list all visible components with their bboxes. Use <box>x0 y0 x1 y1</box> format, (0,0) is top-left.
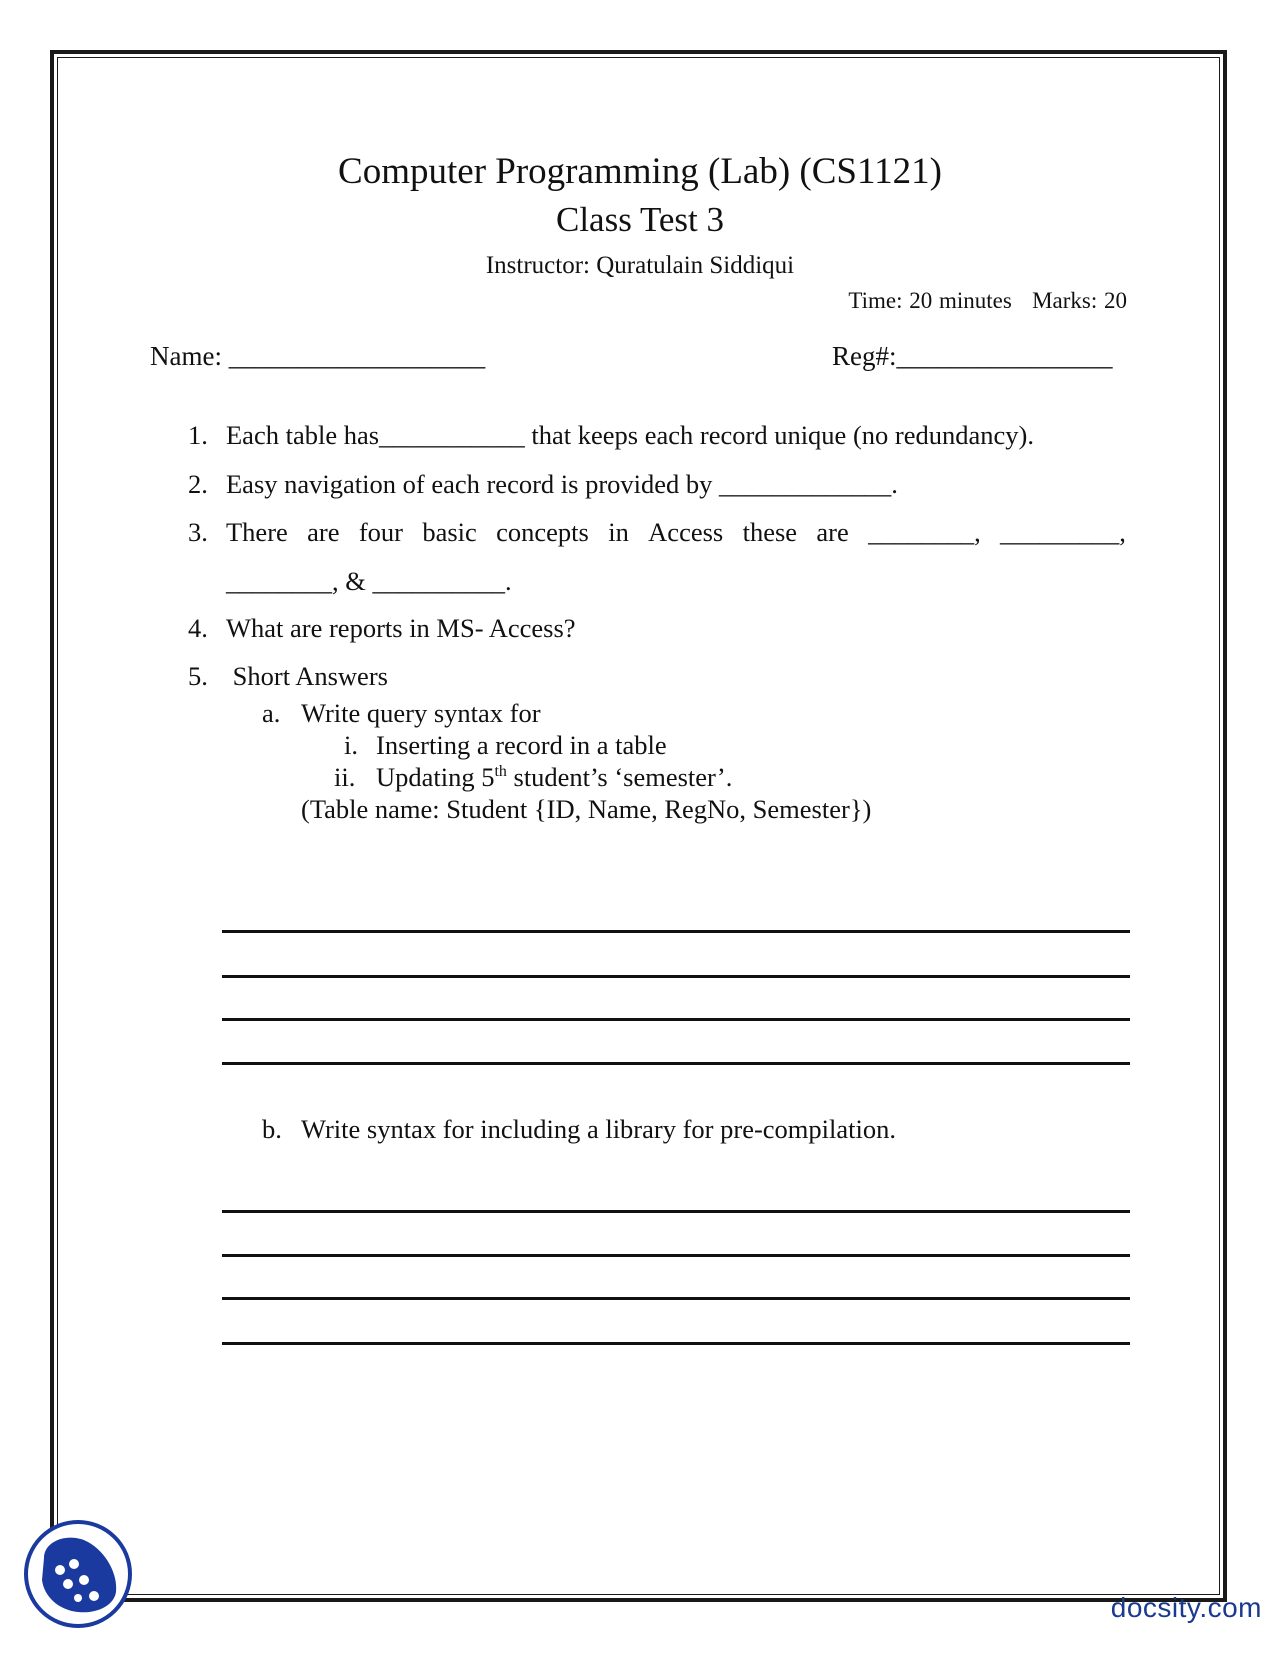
name-field: Name: ___________________ <box>150 341 486 371</box>
question-text-continuation: ________, & __________. <box>226 566 512 596</box>
answer-line <box>222 1210 1130 1213</box>
subquestion-i-label: i. <box>344 730 358 760</box>
subquestion-ii-label: ii. <box>334 762 356 792</box>
document-title: Computer Programming (Lab) (CS1121) <box>338 151 942 192</box>
question-text: Easy navigation of each record is provided by _____________. <box>226 469 898 499</box>
answer-line <box>222 975 1130 978</box>
subquestion-a-text: Write query syntax for <box>301 698 541 728</box>
question-text: Each table has___________ that keeps each record unique (no redundancy). <box>226 420 1034 450</box>
question-word: four <box>358 517 403 547</box>
question-text: Short Answers <box>226 661 388 691</box>
time-marks-line: Time: 20 minutes Marks: 20 <box>848 288 1127 313</box>
question-word: in <box>608 517 629 547</box>
answer-line <box>222 1062 1130 1065</box>
answer-line <box>222 1254 1130 1257</box>
subquestion-b-label: b. <box>262 1114 282 1144</box>
subquestion-b-text: Write syntax for including a library for pre-compilation. <box>301 1114 896 1144</box>
question-number: 4. <box>188 613 208 643</box>
question-word: are <box>816 517 849 547</box>
answer-line <box>222 1342 1130 1345</box>
subquestion-ii-text <box>376 762 732 793</box>
table-note: (Table name: Student {ID, Name, RegNo, Semester}) <box>301 794 872 824</box>
document-subtitle: Class Test 3 <box>555 200 725 239</box>
instructor-line: Instructor: Quratulain Siddiqui <box>485 252 795 279</box>
answer-line <box>222 930 1130 933</box>
question-text: What are reports in MS- Access? <box>226 613 576 643</box>
question-word: Access <box>648 517 724 547</box>
subquestion-i-text: Inserting a record in a table <box>376 730 667 760</box>
subquestion-ii-suffix: student’s ‘semester’. <box>506 762 733 792</box>
answer-line <box>222 1297 1130 1300</box>
question-text <box>226 517 1126 548</box>
question-word: basic <box>422 517 477 547</box>
ordinal-superscript: th <box>494 763 507 781</box>
answer-line <box>222 1018 1130 1021</box>
question-number: 2. <box>188 469 208 499</box>
subquestion-ii-prefix: Updating 5 <box>376 762 495 792</box>
subquestion-a-label: a. <box>262 698 281 728</box>
watermark[interactable]: docsity.com <box>1110 1592 1262 1623</box>
question-word: these <box>742 517 798 547</box>
question-word: ________, <box>868 517 981 547</box>
question-word: concepts <box>496 517 589 547</box>
question-number: 5. <box>188 661 208 691</box>
reg-field: Reg#:________________ <box>832 341 1113 371</box>
question-word: _________, <box>1000 517 1126 547</box>
question-word: are <box>307 517 340 547</box>
question-number: 1. <box>188 420 208 450</box>
question-number: 3. <box>188 517 208 547</box>
question-word: There <box>226 517 288 547</box>
docsity-logo-icon <box>22 1518 134 1635</box>
